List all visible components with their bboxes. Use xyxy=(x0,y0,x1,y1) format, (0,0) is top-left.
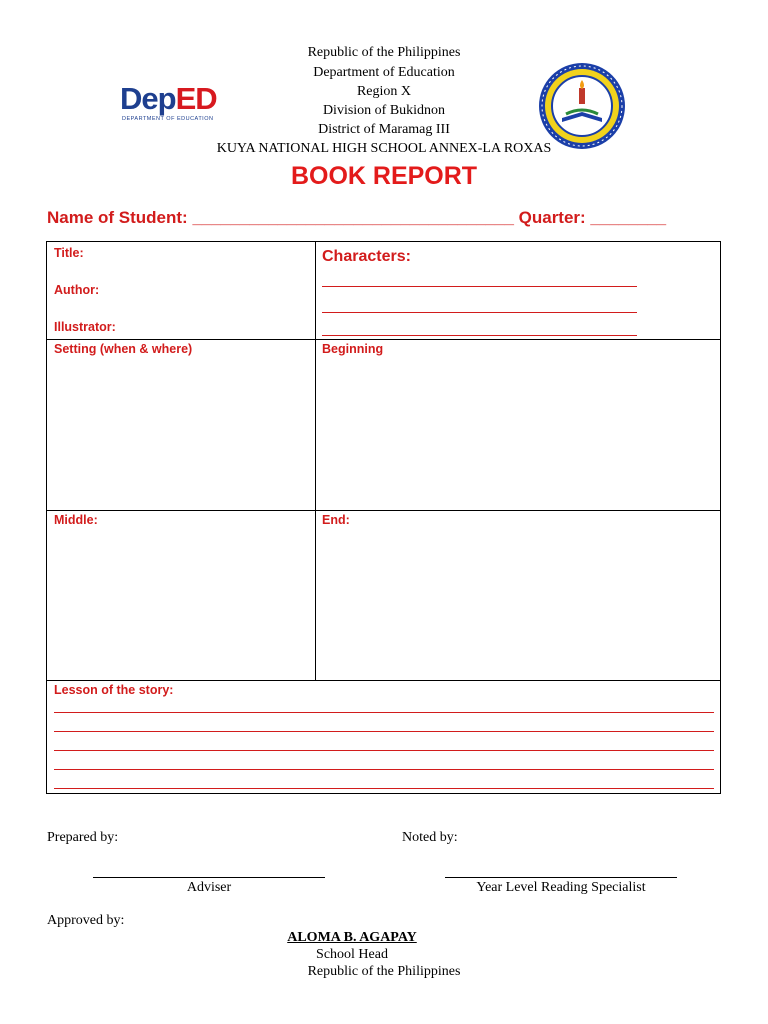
deped-logo-subtitle: DEPARTMENT OF EDUCATION xyxy=(122,116,214,122)
lesson-line[interactable] xyxy=(54,731,714,732)
author-label: Author: xyxy=(54,283,100,297)
deped-logo-dep: Dep xyxy=(120,81,176,116)
characters-label: Characters: xyxy=(322,248,411,265)
book-report-grid xyxy=(46,241,721,794)
middle-label: Middle: xyxy=(54,513,98,527)
header-line-district: District of Maramag III xyxy=(318,122,450,137)
illustrator-label: Illustrator: xyxy=(54,320,116,334)
grid-divider-row-3 xyxy=(47,680,720,681)
grid-divider-row-1 xyxy=(47,339,720,340)
adviser-signature-line[interactable] xyxy=(93,877,325,878)
deped-logo xyxy=(120,82,218,132)
lesson-label: Lesson of the story: xyxy=(54,683,174,697)
characters-line[interactable] xyxy=(322,312,637,313)
deped-logo-ed: ED xyxy=(175,81,217,116)
school-head-title: School Head xyxy=(316,947,388,962)
school-name: KUYA NATIONAL HIGH SCHOOL ANNEX-LA ROXAS xyxy=(216,141,552,156)
end-label: End: xyxy=(322,513,350,527)
lesson-line[interactable] xyxy=(54,712,714,713)
school-head-name: ALOMA B. AGAPAY xyxy=(287,930,417,945)
student-name-quarter-line: Name of Student: __________________________________ Quarter: ________ xyxy=(47,208,667,227)
prepared-by-label: Prepared by: xyxy=(47,830,119,845)
characters-line[interactable] xyxy=(322,286,637,287)
specialist-signature-line[interactable] xyxy=(445,877,677,878)
noted-by-label: Noted by: xyxy=(402,830,458,845)
header-line-region: Region X xyxy=(356,84,412,99)
header-line-division: Division of Bukidnon xyxy=(322,103,446,118)
header-line-republic: Republic of the Philippines xyxy=(307,45,461,60)
reading-specialist-label: Year Level Reading Specialist xyxy=(476,880,646,895)
approved-by-label: Approved by: xyxy=(47,913,125,928)
footer-republic: Republic of the Philippines xyxy=(307,964,461,979)
lesson-line[interactable] xyxy=(54,788,714,789)
grid-divider-column xyxy=(315,242,316,680)
beginning-label: Beginning xyxy=(322,342,384,356)
report-title: BOOK REPORT xyxy=(290,162,478,190)
title-label: Title: xyxy=(54,246,84,260)
school-seal-icon xyxy=(538,62,626,150)
grid-divider-row-2 xyxy=(47,510,720,511)
characters-line[interactable] xyxy=(322,335,637,336)
adviser-label: Adviser xyxy=(186,880,232,895)
lesson-line[interactable] xyxy=(54,769,714,770)
setting-label: Setting (when & where) xyxy=(54,342,193,356)
header-line-department: Department of Education xyxy=(313,65,455,80)
lesson-line[interactable] xyxy=(54,750,714,751)
